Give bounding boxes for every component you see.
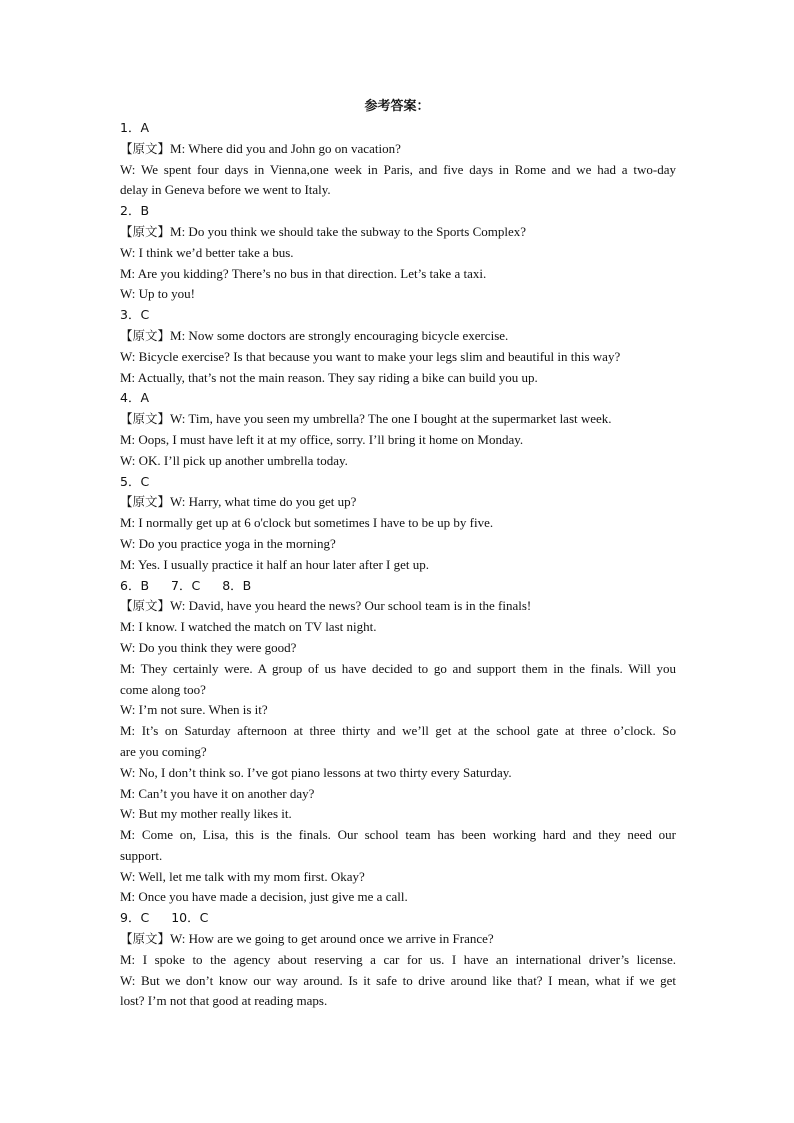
transcript-line: M: Once you have made a decision, just give me a call. <box>120 889 408 905</box>
transcript-text: M: Now some doctors are strongly encouraging bicycle exercise. <box>170 327 509 343</box>
transcript-line: M: Can’t you have it on another day? <box>120 785 315 801</box>
transcript-line: W: But we don’t know our way around. Is it safe to drive around like that? I mean, what if we get <box>120 972 676 988</box>
transcript-line: M: Actually, that’s not the main reason. They say riding a bike can build you up. <box>120 369 538 385</box>
transcript-text: W: David, have you heard the news? Our school team is in the finals! <box>170 598 532 614</box>
transcript-line: M: Yes. I usually practice it half an hour later after I get up. <box>120 556 430 572</box>
transcript-line <box>120 929 676 950</box>
answer-key: 8．B <box>222 577 252 593</box>
transcript-line: W: Do you think they were good? <box>120 639 297 655</box>
original-text-tag: 【原文】 <box>120 598 171 614</box>
answer-key: 2．B <box>120 203 150 219</box>
original-text-tag: 【原文】 <box>120 327 171 343</box>
original-text-tag: 【原文】 <box>120 931 171 947</box>
answer-key: 9．C <box>120 910 150 926</box>
answer-number <box>120 305 676 326</box>
answer-number <box>120 201 676 222</box>
transcript-line: M: They certainly were. A group of us have decided to go and support them in the finals. Will you <box>120 660 676 676</box>
answer-key: 6．B <box>120 577 150 593</box>
transcript-line: W: I’m not sure. When is it? <box>120 702 268 718</box>
transcript-line: W: Up to you! <box>120 286 195 302</box>
transcript-line <box>120 492 676 513</box>
transcript-line: W: No, I don’t think so. I’ve got piano lessons at two thirty every Saturday. <box>120 764 512 780</box>
original-text-tag: 【原文】 <box>120 140 171 156</box>
answer-number <box>120 576 676 597</box>
answer-content <box>120 118 676 1012</box>
transcript-line <box>120 222 676 243</box>
answer-number <box>120 472 676 493</box>
transcript-line: come along too? <box>120 681 206 697</box>
answer-key: 3．C <box>120 307 150 323</box>
transcript-line: W: We spent four days in Vienna,one week in Paris, and five days in Rome and we had a two-day <box>120 161 676 177</box>
transcript-line <box>120 139 676 160</box>
transcript-line: M: I know. I watched the match on TV last night. <box>120 619 377 635</box>
transcript-line: M: Come on, Lisa, this is the finals. Our school team has been working hard and they need our <box>120 827 676 843</box>
transcript-line: W: Bicycle exercise? Is that because you want to make your legs slim and beautiful in this way? <box>120 348 621 364</box>
answer-key: 4．A <box>120 390 150 406</box>
transcript-line: W: Do you practice yoga in the morning? <box>120 535 336 551</box>
transcript-text: M: Where did you and John go on vacation? <box>170 140 401 156</box>
transcript-line: M: I spoke to the agency about reserving a car for us. I have an international driver’s license. <box>120 951 676 967</box>
transcript-line: M: It’s on Saturday afternoon at three thirty and we’ll get at the school gate at three o’clock. So <box>120 723 676 739</box>
transcript-line: W: I think we’d better take a bus. <box>120 244 294 260</box>
transcript-line: W: Well, let me talk with my mom first. Okay? <box>120 868 365 884</box>
original-text-tag: 【原文】 <box>120 411 171 427</box>
answer-key: 1．A <box>120 120 150 135</box>
transcript-line: M: I normally get up at 6 o'clock but sometimes I have to be up by five. <box>120 515 494 531</box>
transcript-line: delay in Geneva before we went to Italy. <box>120 182 331 198</box>
transcript-line: support. <box>120 847 163 863</box>
transcript-line <box>120 596 676 617</box>
transcript-line <box>120 326 676 347</box>
transcript-line: lost? I’m not that good at reading maps. <box>120 993 328 1009</box>
answer-key: 10．C <box>171 910 209 926</box>
answer-number <box>120 908 676 929</box>
transcript-text: W: Tim, have you seen my umbrella? The one I bought at the supermarket last week. <box>170 411 612 427</box>
transcript-line: W: OK. I’ll pick up another umbrella today. <box>120 452 348 468</box>
original-text-tag: 【原文】 <box>120 494 171 510</box>
answer-key: 7．C <box>171 577 201 593</box>
transcript-text: W: How are we going to get around once we arrive in France? <box>170 931 494 947</box>
transcript-text: W: Harry, what time do you get up? <box>170 494 357 510</box>
transcript-line: are you coming? <box>120 743 207 759</box>
answer-key: 5．C <box>120 473 150 489</box>
answer-number <box>120 118 676 139</box>
original-text-tag: 【原文】 <box>120 223 171 239</box>
answer-number <box>120 388 676 409</box>
transcript-line: M: Oops, I must have left it at my office, sorry. I’ll bring it home on Monday. <box>120 431 524 447</box>
page-title: 参考答案： <box>364 99 430 114</box>
transcript-line: W: But my mother really likes it. <box>120 806 292 822</box>
transcript-text: M: Do you think we should take the subway to the Sports Complex? <box>170 223 527 239</box>
transcript-line <box>120 409 676 430</box>
transcript-line: M: Are you kidding? There’s no bus in that direction. Let’s take a taxi. <box>120 265 487 281</box>
